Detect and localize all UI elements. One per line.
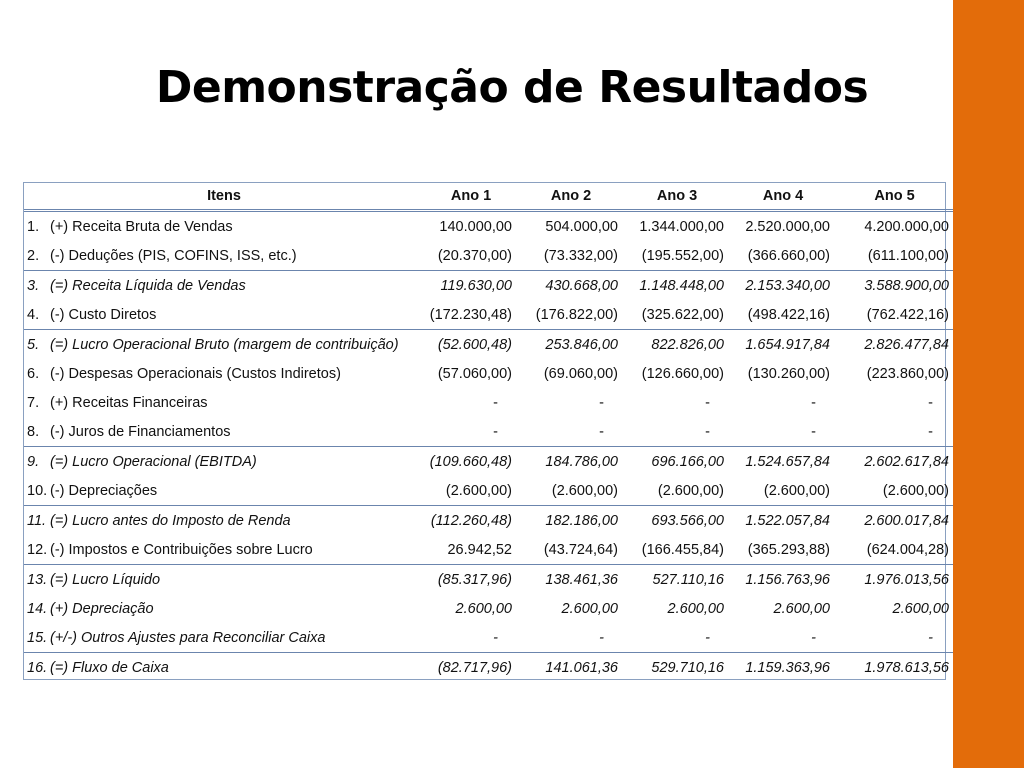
- cell-ano-3: 822.826,00: [624, 330, 730, 360]
- cell-ano-2: (69.060,00): [543, 365, 618, 382]
- cell-ano-1: (2.600,00): [445, 482, 512, 499]
- row-item-label: (+) Depreciação: [50, 600, 154, 617]
- row-number: 1.: [27, 218, 40, 235]
- table-header-row: [24, 183, 953, 211]
- cell-ano-4: 2.600,00: [773, 600, 830, 617]
- cell-ano-2: 182.186,00: [518, 506, 624, 536]
- cell-ano-2: 184.786,00: [518, 447, 624, 477]
- cell-ano-1: -: [493, 423, 498, 440]
- cell-ano-4: (366.660,00): [747, 247, 830, 264]
- cell-ano-4: 1.524.657,84: [730, 447, 836, 477]
- cell-ano-5: (223.860,00): [866, 365, 949, 382]
- table-row: [24, 417, 953, 447]
- cell-ano-5: 1.978.613,56: [836, 653, 953, 683]
- cell-ano-2: -: [599, 423, 604, 440]
- cell-ano-5: 2.600.017,84: [836, 506, 953, 536]
- cell-ano-5: (611.100,00): [867, 247, 949, 264]
- row-number: 3.: [24, 271, 50, 301]
- cell-ano-5: 2.600,00: [892, 600, 949, 617]
- cell-ano-2: 141.061,36: [518, 653, 624, 683]
- row-number: 2.: [27, 247, 40, 264]
- cell-ano-4: 1.159.363,96: [730, 653, 836, 683]
- table-row: [24, 594, 953, 623]
- cell-ano-5: (762.422,16): [866, 306, 949, 323]
- cell-ano-5: -: [928, 394, 933, 411]
- row-item-label: (=) Lucro Operacional (EBITDA): [50, 447, 424, 477]
- cell-ano-4: -: [811, 423, 816, 440]
- cell-ano-1: (109.660,48): [424, 447, 518, 477]
- cell-ano-2: (2.600,00): [551, 482, 618, 499]
- cell-ano-1: (20.370,00): [437, 247, 512, 264]
- results-table: [24, 183, 953, 682]
- cell-ano-5: 2.826.477,84: [836, 330, 953, 360]
- cell-ano-4: 2.520.000,00: [745, 218, 830, 235]
- table-row: [24, 271, 953, 301]
- cell-ano-4: 1.654.917,84: [730, 330, 836, 360]
- table-row: [24, 300, 953, 330]
- cell-ano-2: -: [599, 394, 604, 411]
- cell-ano-3: 696.166,00: [624, 447, 730, 477]
- row-item-label: (=) Fluxo de Caixa: [50, 653, 424, 683]
- cell-ano-3: 1.344.000,00: [639, 218, 724, 235]
- cell-ano-2: (73.332,00): [543, 247, 618, 264]
- cell-ano-4: (130.260,00): [747, 365, 830, 382]
- cell-ano-3: (166.455,84): [641, 541, 724, 558]
- cell-ano-1: 119.630,00: [424, 271, 518, 301]
- cell-ano-1: (85.317,96): [424, 565, 518, 595]
- row-number: 6.: [27, 365, 40, 382]
- cell-ano-1: 2.600,00: [455, 600, 512, 617]
- cell-ano-1: 26.942,52: [447, 541, 512, 558]
- table-row: [24, 447, 953, 477]
- cell-ano-5: 2.602.617,84: [836, 447, 953, 477]
- row-item-label: (+/-) Outros Ajustes para Reconciliar Caixa: [50, 629, 326, 646]
- cell-ano-3: (126.660,00): [641, 365, 724, 382]
- row-item-label: (+) Receita Bruta de Vendas: [50, 218, 233, 235]
- row-number: 5.: [24, 330, 50, 360]
- cell-ano-1: (172.230,48): [429, 306, 512, 323]
- cell-ano-3: 527.110,16: [624, 565, 730, 595]
- row-number: 14.: [27, 600, 48, 617]
- cell-ano-2: 430.668,00: [518, 271, 624, 301]
- row-item-label: (=) Lucro antes do Imposto de Renda: [50, 506, 424, 536]
- cell-ano-3: 2.600,00: [667, 600, 724, 617]
- table-row: [24, 506, 953, 536]
- cell-ano-2: 2.600,00: [561, 600, 618, 617]
- header-ano-2: Ano 2: [518, 183, 624, 211]
- row-item-label: (-) Juros de Financiamentos: [50, 423, 231, 440]
- cell-ano-3: 693.566,00: [624, 506, 730, 536]
- cell-ano-5: (624.004,28): [866, 541, 949, 558]
- table-row: [24, 623, 953, 653]
- row-number: 4.: [27, 306, 40, 323]
- cell-ano-2: (176.822,00): [535, 306, 618, 323]
- table-body: [24, 211, 953, 683]
- cell-ano-2: (43.724,64): [543, 541, 618, 558]
- cell-ano-4: -: [811, 629, 816, 646]
- cell-ano-4: (498.422,16): [747, 306, 830, 323]
- row-number: 12.: [27, 541, 48, 558]
- row-item-label: (-) Custo Diretos: [50, 306, 157, 323]
- cell-ano-5: 1.976.013,56: [836, 565, 953, 595]
- table-row: [24, 359, 953, 388]
- header-itens: Itens: [24, 183, 424, 211]
- row-item-label: (-) Impostos e Contribuições sobre Lucro: [50, 541, 313, 558]
- table-row: [24, 241, 953, 271]
- row-number: 7.: [27, 394, 40, 411]
- row-item-label: (-) Despesas Operacionais (Custos Indiretos): [50, 365, 341, 382]
- row-item-label: (-) Depreciações: [50, 482, 158, 499]
- header-ano-5: Ano 5: [836, 183, 953, 211]
- table-row: [24, 388, 953, 417]
- cell-ano-5: -: [928, 423, 933, 440]
- cell-ano-5: -: [928, 629, 933, 646]
- cell-ano-4: (365.293,88): [747, 541, 830, 558]
- cell-ano-4: (2.600,00): [763, 482, 830, 499]
- cell-ano-3: -: [705, 394, 710, 411]
- row-item-label: (=) Lucro Líquido: [50, 565, 424, 595]
- row-number: 16.: [24, 653, 50, 683]
- row-number: 8.: [27, 423, 40, 440]
- cell-ano-4: 1.522.057,84: [730, 506, 836, 536]
- table-row: [24, 211, 953, 242]
- cell-ano-3: (195.552,00): [641, 247, 724, 264]
- cell-ano-5: (2.600,00): [882, 482, 949, 499]
- cell-ano-4: -: [811, 394, 816, 411]
- accent-bar: [953, 0, 1024, 768]
- results-table-frame: [23, 182, 949, 680]
- header-ano-1: Ano 1: [424, 183, 518, 211]
- cell-ano-1: 140.000,00: [439, 218, 512, 235]
- cell-ano-1: (57.060,00): [437, 365, 512, 382]
- row-item-label: (+) Receitas Financeiras: [50, 394, 208, 411]
- cell-ano-1: -: [493, 629, 498, 646]
- cell-ano-3: 529.710,16: [624, 653, 730, 683]
- cell-ano-5: 4.200.000,00: [864, 218, 949, 235]
- row-number: 11.: [24, 506, 50, 536]
- cell-ano-3: (2.600,00): [657, 482, 724, 499]
- row-item-label: (=) Receita Líquida de Vendas: [50, 271, 424, 301]
- cell-ano-5: 3.588.900,00: [836, 271, 953, 301]
- table-row: [24, 535, 953, 565]
- table-row: [24, 565, 953, 595]
- cell-ano-3: -: [705, 629, 710, 646]
- table-row: [24, 476, 953, 506]
- slide-title: Demonstração de Resultados: [155, 62, 869, 113]
- header-ano-4: Ano 4: [730, 183, 836, 211]
- cell-ano-1: (82.717,96): [424, 653, 518, 683]
- row-number: 15.: [27, 629, 48, 646]
- cell-ano-3: 1.148.448,00: [624, 271, 730, 301]
- cell-ano-1: -: [493, 394, 498, 411]
- row-item-label: (-) Deduções (PIS, COFINS, ISS, etc.): [50, 247, 297, 264]
- cell-ano-3: (325.622,00): [641, 306, 724, 323]
- row-number: 9.: [24, 447, 50, 477]
- cell-ano-2: 138.461,36: [518, 565, 624, 595]
- header-ano-3: Ano 3: [624, 183, 730, 211]
- cell-ano-3: -: [705, 423, 710, 440]
- cell-ano-4: 2.153.340,00: [730, 271, 836, 301]
- row-item-label: (=) Lucro Operacional Bruto (margem de contribuição): [50, 330, 424, 360]
- row-number: 10.: [27, 482, 48, 499]
- table-row: [24, 330, 953, 360]
- cell-ano-2: -: [599, 629, 604, 646]
- cell-ano-1: (52.600,48): [424, 330, 518, 360]
- cell-ano-2: 253.846,00: [518, 330, 624, 360]
- row-number: 13.: [24, 565, 50, 595]
- cell-ano-2: 504.000,00: [545, 218, 618, 235]
- cell-ano-1: (112.260,48): [424, 506, 518, 536]
- table-row: [24, 653, 953, 683]
- cell-ano-4: 1.156.763,96: [730, 565, 836, 595]
